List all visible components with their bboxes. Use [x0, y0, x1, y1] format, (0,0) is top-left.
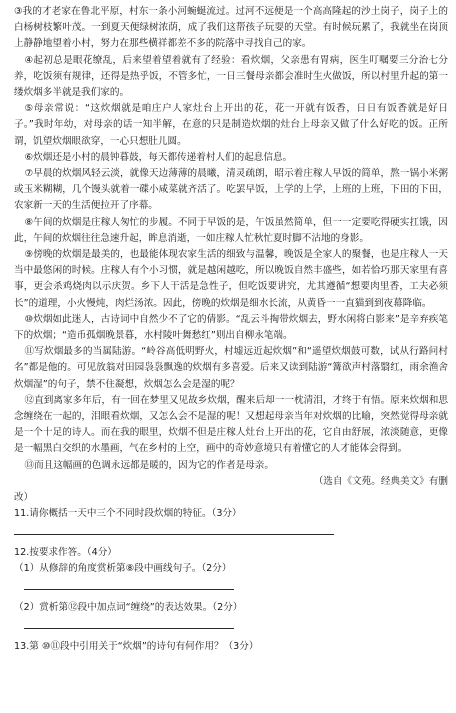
question-12-1: （1）从修辞的角度赏析第⑧段中画线句子。（2分） [14, 563, 232, 575]
paragraph-5: ⑤母亲常说：“这炊烟就是咱庄户人家灶台上开出的花，花一开就有饭香，日日有饭香就是好日子。”我时年幼，对母亲的话一知半解，在意的只是制造炊烟的灶台上母亲又做了什么好吃的饭。正所谓，饥望炊烟眼欲穿，一心只想肚儿圆。 [14, 103, 448, 147]
question-13: 13.第 ⑩⑪段中引用关于“炊烟”的诗句有何作用？（3分） [14, 641, 259, 653]
paragraph-9: ⑨傍晚的炊烟是最美的，也最能体现农家生活的细致与温馨，晚饭是全家人的聚餐，也是庄稼人一天当中最悠闲的时候。庄稼人有个小习惯，就是越闲越吃，所以晚饭自然丰盛些，如若恰巧那天家里有喜事，更会杀鸡烧肉以示庆贺。乡下人干活是急性子，但吃饭要讲究，尤其遵循“想要肉里香，工夫必须长”的道理，小火慢炖，肉烂汤浓。因此，傍晚的炊烟是细水长流，从黄昏一一直猫到到夜幕降临。 [14, 249, 448, 309]
question-12-2: （2）赏析第⑫段中加点词“缠绕”的表达效果。（2分） [14, 602, 243, 614]
answer-line-12-2[interactable] [24, 628, 234, 629]
paragraph-7: ⑦早晨的炊烟风轻云淡，就像天边薄薄的晨曦，清灵疏朗，昭示着庄稼人早饭的简单，熬一锅小米粥或玉米糊糊，几个馒头就着一碟小咸菜就齐活了。吃罢早饭，上学的上学，上班的上班，下田的下田，农家新一天的生活便拉开了序幕。 [14, 168, 448, 212]
source-text: （选自《文苑。经典美文》有删 [313, 475, 448, 487]
question-11: 11.请你概括一天中三个不同时段炊烟的特征。（3分） [14, 508, 242, 520]
paragraph-3: ③我的才老家在鲁北平原，村东一条小河蜿蜒流过。过河不远便是一个高高隆起的沙土岗子，岗子上的白杨树枝繁叶茂。一到夏天便绿树浓荫，成了我们这帮孩子玩耍的天堂。有时候玩累了，我就坐在岗顶上静静地望着小村，努力在那些横祥都差不多的院落中寻找自己的家。 [14, 6, 448, 50]
source-citation [14, 474, 448, 506]
paragraph-4: ④起初总是眼花缭乱，后来望着望着就有了经验：看炊烟，父亲患有胃病，医生叮嘱要三分治七分养，吃饭须有规律，还得是热乎饭，不管多忙，一日三餐母亲都会准时生火做饭，所以村里升起的第一缕炊烟多半就是我们家的。 [14, 54, 448, 99]
paragraph-13: ⑬而且这幅画的色调永远都是暖的，因为它的作者是母亲。 [24, 459, 274, 471]
paragraph-11: ⑪写炊烟最多的当属陆游。“岭谷高低明野火，村墟远近起炊烟”和“遥望炊烟鼓可数，试从行路问村名”都是他的。可见放翁对田园袅袅飘逸的炊烟有多喜爱。后来又读到陆游“篝欲声村落翳红，雨余渔舍炊烟湿”的句子，禁不住凝想，炊烟怎么会是湿的呢？ [14, 346, 448, 390]
paragraph-12: ⑫直到离家多年后，有一回在梦里又见故乡炊烟，醒来后却一一枕清泪，才终于有悟。原来炊烟和思念缠绕在一起的，泪眼看炊烟，又怎么会不是湿的呢！又想起母亲当年对炊烟的比喻，突然觉得母亲就是一个十足的诗人。而在我的眼里，炊烟不但是庄稼人灶台上开出的花，它自由舒展，浓淡随意，更像是一幅黑白交织的水墨画，气在乡村的上空，画中的奇妙意境只有着懂它的人才能体会得到。 [14, 394, 448, 455]
answer-line-11[interactable] [14, 534, 334, 535]
paragraph-10: ⑩炊烟如此迷人，古诗词中自然少不了它的倩影。“乱云斗掏带炊烟去，野水闲将白影来”是辛弃疾笔下的炊烟；“造币孤烟晚景暮，水村陵叶舞愁红”则出自柳永笔端。 [14, 313, 448, 342]
paragraph-6: ⑥炊烟还是小村的晨钟暮鼓，每天都传递着村人们的起息信息。 [24, 151, 293, 163]
paragraph-8: ⑧午间的炊烟是庄稼人匆忙的步履。不同于早饭的是，午饭虽然简单，但一一定要吃得硬实扛饿，因此，午间的炊烟往往急速升起，眸息消逝，一如庄稼人忙秋忙夏时脚不沾地的身影。 [14, 216, 448, 244]
source-tail: 改） [14, 492, 34, 504]
question-12: 12.按要求作答。（4分） [14, 547, 117, 559]
answer-line-12-1[interactable] [24, 589, 234, 590]
